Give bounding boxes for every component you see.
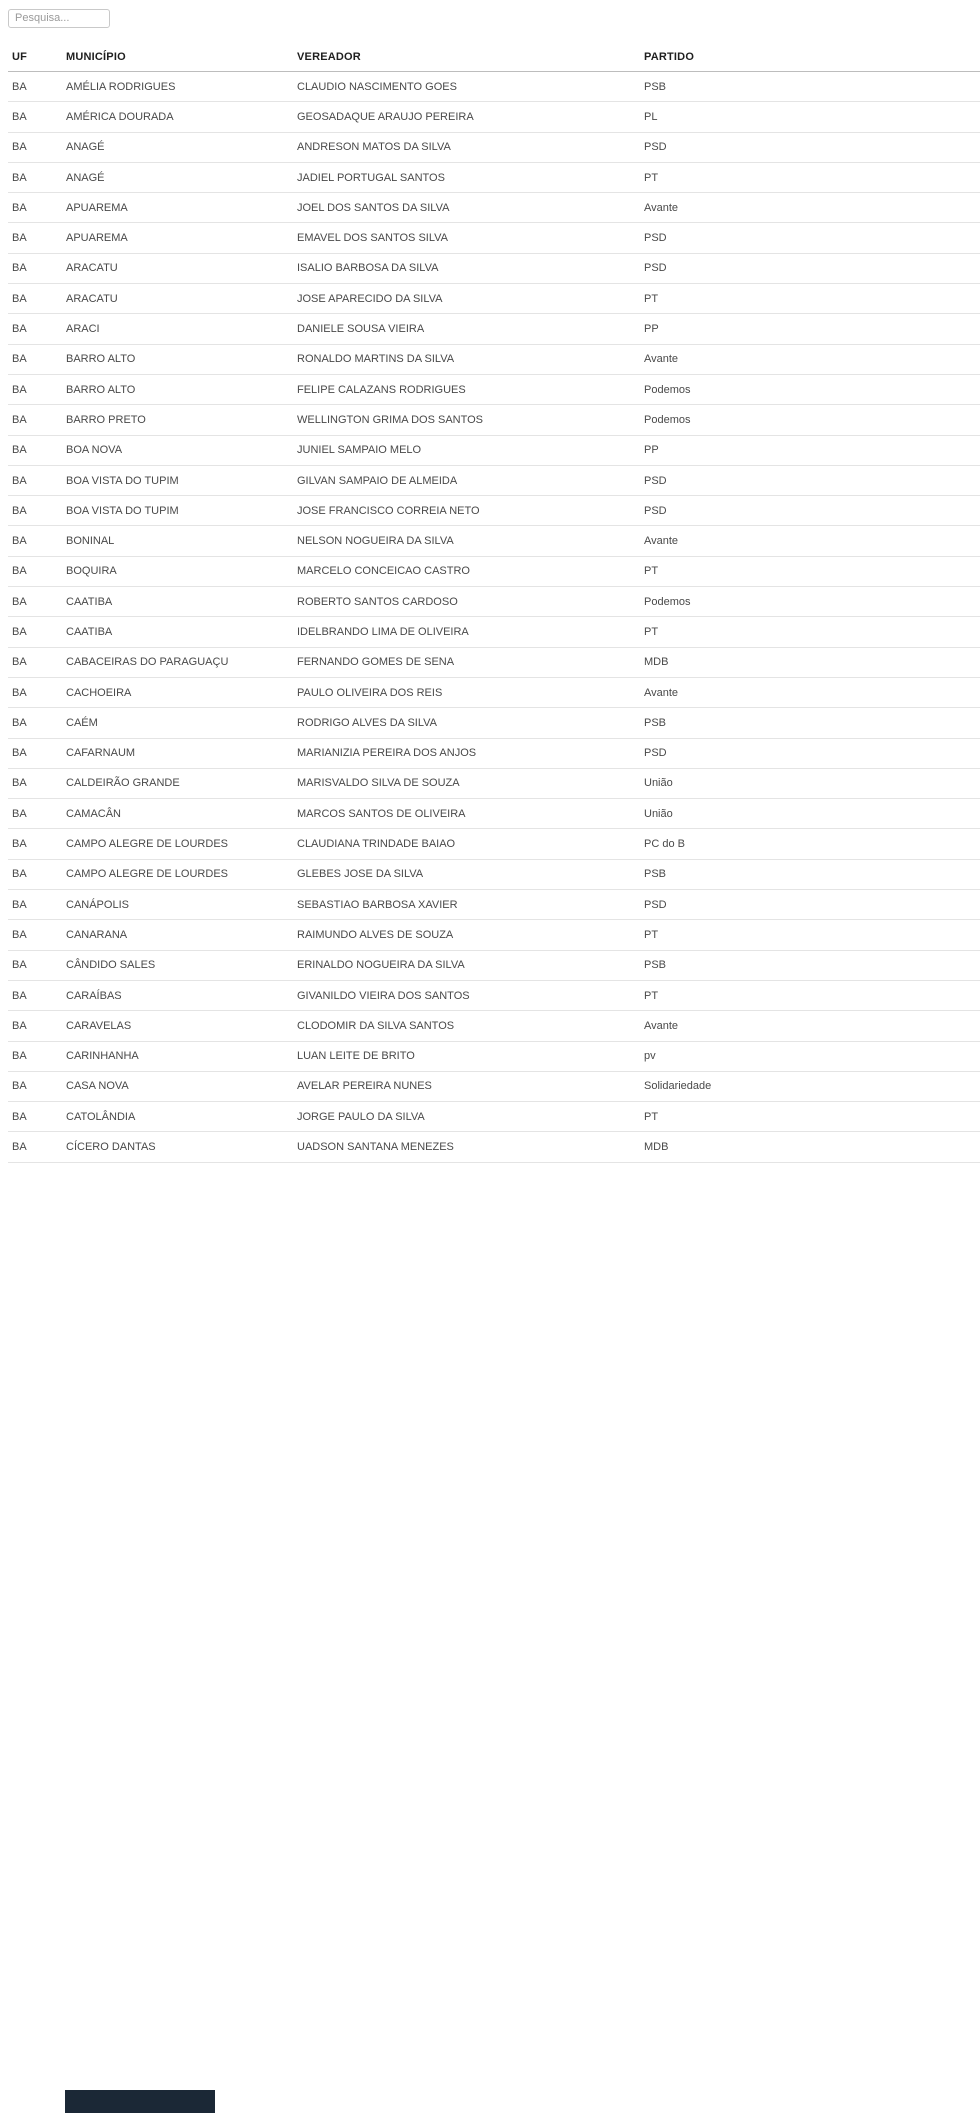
- cell-municipio: CAATIBA: [62, 617, 293, 647]
- table-row: [8, 708, 980, 738]
- cell-partido: PSD: [640, 465, 980, 495]
- cell-municipio: AMÉLIA RODRIGUES: [62, 72, 293, 102]
- cell-uf: BA: [8, 526, 62, 556]
- cell-municipio: BOA VISTA DO TUPIM: [62, 465, 293, 495]
- cell-vereador: GILVAN SAMPAIO DE ALMEIDA: [293, 465, 640, 495]
- cell-partido: Avante: [640, 526, 980, 556]
- cell-partido: Avante: [640, 1011, 980, 1041]
- table-row: [8, 1041, 980, 1071]
- cell-vereador: FELIPE CALAZANS RODRIGUES: [293, 374, 640, 404]
- table-row: [8, 950, 980, 980]
- table-row: [8, 617, 980, 647]
- cell-partido: PSB: [640, 859, 980, 889]
- table-row: [8, 859, 980, 889]
- cell-partido: PT: [640, 617, 980, 647]
- cell-uf: BA: [8, 799, 62, 829]
- table-row: [8, 132, 980, 162]
- table-row: [8, 314, 980, 344]
- cell-municipio: BARRO ALTO: [62, 344, 293, 374]
- cell-partido: PSB: [640, 708, 980, 738]
- table-row: [8, 223, 980, 253]
- table-row: [8, 647, 980, 677]
- cell-uf: BA: [8, 1041, 62, 1071]
- cell-uf: BA: [8, 1071, 62, 1101]
- cell-municipio: CAFARNAUM: [62, 738, 293, 768]
- cell-uf: BA: [8, 1132, 62, 1162]
- cell-uf: BA: [8, 859, 62, 889]
- cell-uf: BA: [8, 314, 62, 344]
- cell-uf: BA: [8, 162, 62, 192]
- table-row: [8, 284, 980, 314]
- cell-vereador: GLEBES JOSE DA SILVA: [293, 859, 640, 889]
- table-row: [8, 556, 980, 586]
- cell-vereador: JUNIEL SAMPAIO MELO: [293, 435, 640, 465]
- cell-vereador: JOSE APARECIDO DA SILVA: [293, 284, 640, 314]
- cell-partido: Podemos: [640, 587, 980, 617]
- councilors-table: [8, 44, 980, 1163]
- cell-municipio: ANAGÉ: [62, 162, 293, 192]
- cell-vereador: JADIEL PORTUGAL SANTOS: [293, 162, 640, 192]
- cell-municipio: CAATIBA: [62, 587, 293, 617]
- cell-uf: BA: [8, 193, 62, 223]
- cell-partido: PSB: [640, 950, 980, 980]
- cell-municipio: CAÉM: [62, 708, 293, 738]
- cell-municipio: CATOLÂNDIA: [62, 1102, 293, 1132]
- table-row: [8, 1011, 980, 1041]
- cell-uf: BA: [8, 132, 62, 162]
- cell-partido: Podemos: [640, 405, 980, 435]
- cell-municipio: ARACI: [62, 314, 293, 344]
- cell-vereador: ERINALDO NOGUEIRA DA SILVA: [293, 950, 640, 980]
- cell-uf: BA: [8, 950, 62, 980]
- table-row: [8, 253, 980, 283]
- cell-vereador: MARCOS SANTOS DE OLIVEIRA: [293, 799, 640, 829]
- table-row: [8, 799, 980, 829]
- cell-vereador: ISALIO BARBOSA DA SILVA: [293, 253, 640, 283]
- cell-municipio: CABACEIRAS DO PARAGUAÇU: [62, 647, 293, 677]
- cell-municipio: BOQUIRA: [62, 556, 293, 586]
- cell-municipio: BONINAL: [62, 526, 293, 556]
- cell-partido: PL: [640, 102, 980, 132]
- cell-partido: Avante: [640, 344, 980, 374]
- table-header: [8, 44, 980, 72]
- column-header-partido[interactable]: PARTIDO: [640, 44, 980, 72]
- cell-uf: BA: [8, 1102, 62, 1132]
- cell-vereador: RAIMUNDO ALVES DE SOUZA: [293, 920, 640, 950]
- cell-vereador: MARCELO CONCEICAO CASTRO: [293, 556, 640, 586]
- table-row: [8, 1102, 980, 1132]
- cell-uf: BA: [8, 374, 62, 404]
- cell-vereador: CLAUDIANA TRINDADE BAIAO: [293, 829, 640, 859]
- table-row: [8, 980, 980, 1010]
- cell-vereador: ROBERTO SANTOS CARDOSO: [293, 587, 640, 617]
- cell-vereador: UADSON SANTANA MENEZES: [293, 1132, 640, 1162]
- cell-vereador: ANDRESON MATOS DA SILVA: [293, 132, 640, 162]
- table-row: [8, 72, 980, 102]
- cell-vereador: MARIANIZIA PEREIRA DOS ANJOS: [293, 738, 640, 768]
- table-row: [8, 193, 980, 223]
- cell-vereador: GIVANILDO VIEIRA DOS SANTOS: [293, 980, 640, 1010]
- cell-uf: BA: [8, 435, 62, 465]
- cell-partido: PT: [640, 162, 980, 192]
- cell-municipio: CANÁPOLIS: [62, 890, 293, 920]
- cell-uf: BA: [8, 890, 62, 920]
- cell-partido: PT: [640, 284, 980, 314]
- cell-municipio: BOA VISTA DO TUPIM: [62, 496, 293, 526]
- cell-partido: PP: [640, 435, 980, 465]
- cell-vereador: MARISVALDO SILVA DE SOUZA: [293, 768, 640, 798]
- cell-municipio: CACHOEIRA: [62, 677, 293, 707]
- table-row: [8, 102, 980, 132]
- cell-uf: BA: [8, 556, 62, 586]
- cell-partido: MDB: [640, 1132, 980, 1162]
- cell-vereador: AVELAR PEREIRA NUNES: [293, 1071, 640, 1101]
- table-row: [8, 374, 980, 404]
- cell-partido: PSD: [640, 223, 980, 253]
- search-bar: [0, 0, 980, 28]
- cell-vereador: SEBASTIAO BARBOSA XAVIER: [293, 890, 640, 920]
- cell-partido: União: [640, 799, 980, 829]
- cell-uf: BA: [8, 829, 62, 859]
- partial-footer-bar: [65, 2090, 215, 2113]
- cell-partido: PSD: [640, 132, 980, 162]
- cell-partido: PSD: [640, 738, 980, 768]
- table-row: [8, 738, 980, 768]
- search-input[interactable]: [8, 9, 110, 28]
- cell-uf: BA: [8, 223, 62, 253]
- cell-municipio: APUAREMA: [62, 193, 293, 223]
- column-header-vereador[interactable]: VEREADOR: [293, 44, 640, 72]
- cell-vereador: RODRIGO ALVES DA SILVA: [293, 708, 640, 738]
- table-row: [8, 829, 980, 859]
- cell-uf: BA: [8, 284, 62, 314]
- table-row: [8, 1132, 980, 1162]
- cell-partido: PT: [640, 556, 980, 586]
- cell-partido: PSD: [640, 496, 980, 526]
- cell-partido: Podemos: [640, 374, 980, 404]
- cell-partido: PSD: [640, 890, 980, 920]
- cell-vereador: JORGE PAULO DA SILVA: [293, 1102, 640, 1132]
- cell-partido: Avante: [640, 677, 980, 707]
- cell-municipio: CÂNDIDO SALES: [62, 950, 293, 980]
- cell-partido: Solidariedade: [640, 1071, 980, 1101]
- cell-vereador: NELSON NOGUEIRA DA SILVA: [293, 526, 640, 556]
- cell-uf: BA: [8, 980, 62, 1010]
- table-body: [8, 72, 980, 1163]
- cell-vereador: FERNANDO GOMES DE SENA: [293, 647, 640, 677]
- cell-uf: BA: [8, 677, 62, 707]
- cell-municipio: CÍCERO DANTAS: [62, 1132, 293, 1162]
- column-header-municipio[interactable]: MUNICÍPIO: [62, 44, 293, 72]
- table-row: [8, 920, 980, 950]
- cell-partido: PC do B: [640, 829, 980, 859]
- cell-municipio: CAMPO ALEGRE DE LOURDES: [62, 859, 293, 889]
- cell-uf: BA: [8, 768, 62, 798]
- cell-partido: MDB: [640, 647, 980, 677]
- table-row: [8, 526, 980, 556]
- cell-uf: BA: [8, 102, 62, 132]
- cell-uf: BA: [8, 738, 62, 768]
- cell-partido: PP: [640, 314, 980, 344]
- cell-partido: Avante: [640, 193, 980, 223]
- table-row: [8, 1071, 980, 1101]
- table-row: [8, 677, 980, 707]
- cell-partido: União: [640, 768, 980, 798]
- cell-municipio: CALDEIRÃO GRANDE: [62, 768, 293, 798]
- cell-municipio: ANAGÉ: [62, 132, 293, 162]
- cell-partido: PSD: [640, 253, 980, 283]
- cell-uf: BA: [8, 253, 62, 283]
- cell-vereador: DANIELE SOUSA VIEIRA: [293, 314, 640, 344]
- table-row: [8, 587, 980, 617]
- cell-municipio: CANARANA: [62, 920, 293, 950]
- cell-vereador: PAULO OLIVEIRA DOS REIS: [293, 677, 640, 707]
- cell-municipio: BARRO ALTO: [62, 374, 293, 404]
- table-row: [8, 768, 980, 798]
- table-row: [8, 496, 980, 526]
- cell-partido: PT: [640, 920, 980, 950]
- cell-uf: BA: [8, 496, 62, 526]
- cell-vereador: CLODOMIR DA SILVA SANTOS: [293, 1011, 640, 1041]
- cell-uf: BA: [8, 920, 62, 950]
- cell-partido: PT: [640, 980, 980, 1010]
- cell-uf: BA: [8, 647, 62, 677]
- table-row: [8, 162, 980, 192]
- cell-uf: BA: [8, 72, 62, 102]
- cell-uf: BA: [8, 405, 62, 435]
- cell-municipio: CARAÍBAS: [62, 980, 293, 1010]
- cell-uf: BA: [8, 344, 62, 374]
- cell-vereador: LUAN LEITE DE BRITO: [293, 1041, 640, 1071]
- table-row: [8, 890, 980, 920]
- cell-municipio: AMÉRICA DOURADA: [62, 102, 293, 132]
- column-header-uf[interactable]: UF: [8, 44, 62, 72]
- cell-vereador: JOSE FRANCISCO CORREIA NETO: [293, 496, 640, 526]
- cell-uf: BA: [8, 617, 62, 647]
- cell-partido: PT: [640, 1102, 980, 1132]
- cell-municipio: CARAVELAS: [62, 1011, 293, 1041]
- cell-vereador: RONALDO MARTINS DA SILVA: [293, 344, 640, 374]
- table-row: [8, 435, 980, 465]
- cell-municipio: CASA NOVA: [62, 1071, 293, 1101]
- table-row: [8, 405, 980, 435]
- cell-vereador: CLAUDIO NASCIMENTO GOES: [293, 72, 640, 102]
- cell-partido: pv: [640, 1041, 980, 1071]
- table-row: [8, 465, 980, 495]
- cell-municipio: CARINHANHA: [62, 1041, 293, 1071]
- cell-vereador: IDELBRANDO LIMA DE OLIVEIRA: [293, 617, 640, 647]
- cell-vereador: GEOSADAQUE ARAUJO PEREIRA: [293, 102, 640, 132]
- cell-municipio: CAMACÂN: [62, 799, 293, 829]
- cell-municipio: BOA NOVA: [62, 435, 293, 465]
- cell-municipio: ARACATU: [62, 284, 293, 314]
- cell-partido: PSB: [640, 72, 980, 102]
- table-row: [8, 344, 980, 374]
- cell-municipio: APUAREMA: [62, 223, 293, 253]
- cell-uf: BA: [8, 708, 62, 738]
- cell-uf: BA: [8, 587, 62, 617]
- cell-municipio: CAMPO ALEGRE DE LOURDES: [62, 829, 293, 859]
- cell-vereador: EMAVEL DOS SANTOS SILVA: [293, 223, 640, 253]
- cell-vereador: WELLINGTON GRIMA DOS SANTOS: [293, 405, 640, 435]
- cell-municipio: BARRO PRETO: [62, 405, 293, 435]
- cell-uf: BA: [8, 1011, 62, 1041]
- cell-vereador: JOEL DOS SANTOS DA SILVA: [293, 193, 640, 223]
- cell-municipio: ARACATU: [62, 253, 293, 283]
- cell-uf: BA: [8, 465, 62, 495]
